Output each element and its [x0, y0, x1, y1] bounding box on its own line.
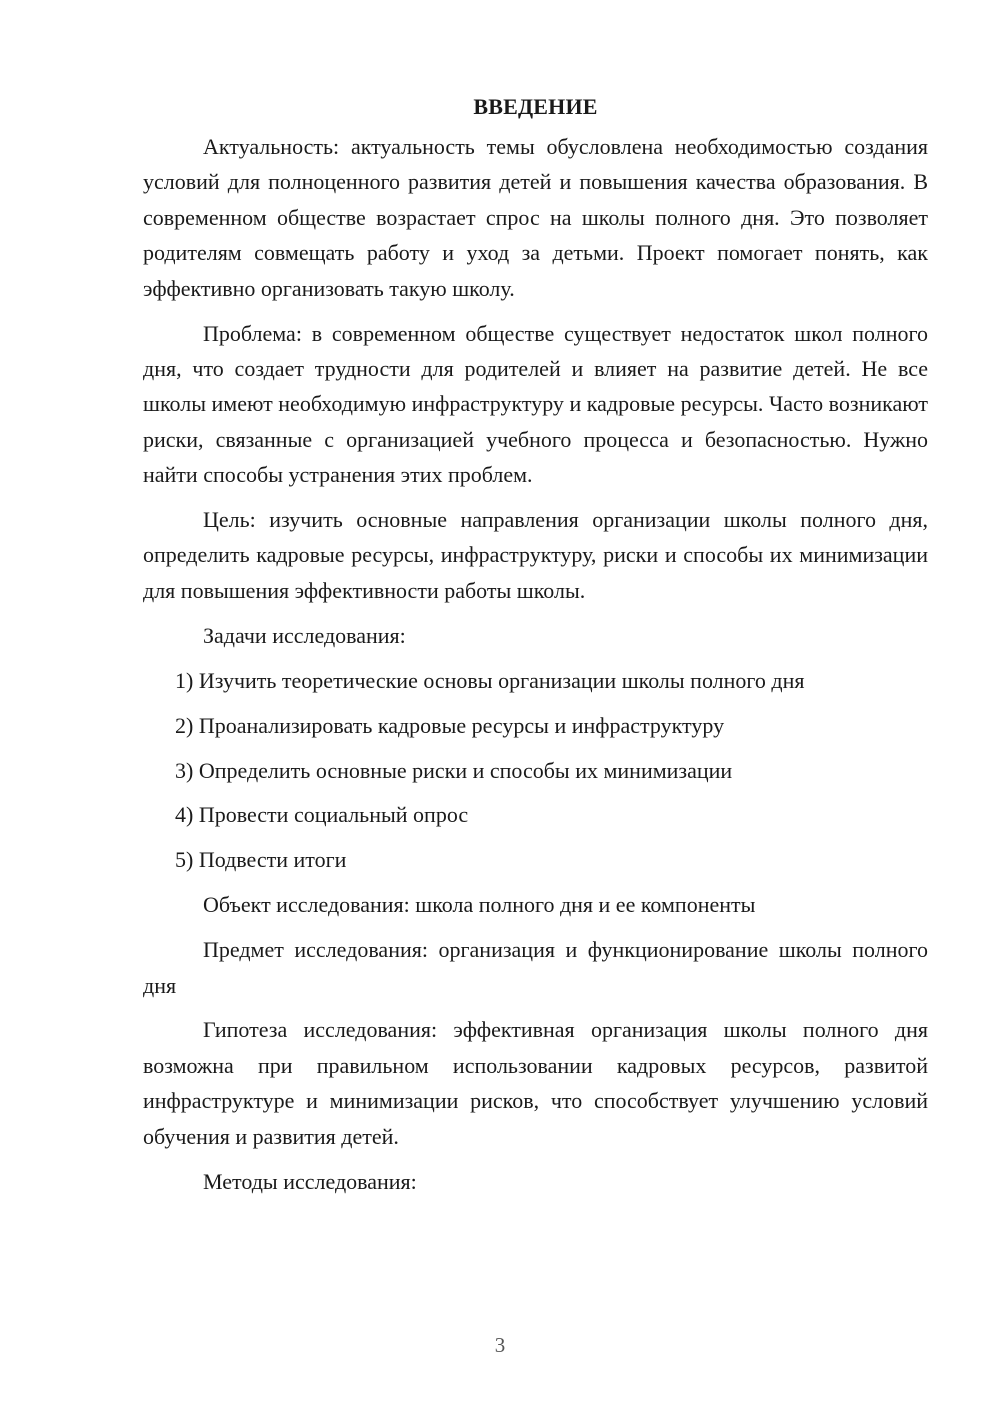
tasks-heading: Задачи исследования: [203, 622, 406, 648]
list-item: 1) Изучить теоретические основы организации школы полного дня [175, 667, 805, 693]
list-item: 4) Провести социальный опрос [175, 802, 469, 828]
section-heading: ВВЕДЕНИЕ [473, 94, 598, 119]
subject-paragraph: Предмет исследования: организация и функционирование школы полного дня [143, 937, 928, 998]
list-item: 5) Подвести итоги [175, 847, 347, 873]
hypothesis-paragraph: Гипотеза исследования: эффективная организация школы полного дня возможна при правильном использовании кадровых ресурсов, развитой инфраструктуре и минимизации рисков, что способствует улучшению условий обучения и развития детей. [143, 1017, 928, 1149]
relevance-paragraph: Актуальность: актуальность темы обусловлена необходимостью создания условий для полноценного развития детей и повышения качества образования. В современном обществе возрастает спрос на школы полного дня. Это позволяет родителям совмещать работу и уход за детьми. Проект помогает понять, как эффективно организовать такую школу. [143, 134, 928, 301]
problem-paragraph: Проблема: в современном обществе существует недостаток школ полного дня, что создает трудности для родителей и влияет на развитие детей. Не все школы имеют необходимую инфраструктуру и кадровые ресурсы. Часто возникают риски, связанные с организацией учебного процесса и безопасностью. Нужно найти способы устранения этих проблем. [143, 320, 928, 488]
list-item: 2) Проанализировать кадровые ресурсы и инфраструктуру [175, 712, 725, 738]
document-page [143, 92, 928, 1208]
object-paragraph: Объект исследования: школа полного дня и ее компоненты [203, 892, 756, 918]
tasks-list [143, 663, 928, 878]
methods-paragraph: Методы исследования: [203, 1168, 417, 1194]
goal-paragraph: Цель: изучить основные направления организации школы полного дня, определить кадровые ресурсы, инфраструктуру, риски и способы их минимизации для повышения эффективности работы школы. [143, 507, 928, 603]
list-item: 3) Определить основные риски и способы их минимизации [175, 757, 733, 783]
page-number: 3 [494, 1333, 506, 1357]
